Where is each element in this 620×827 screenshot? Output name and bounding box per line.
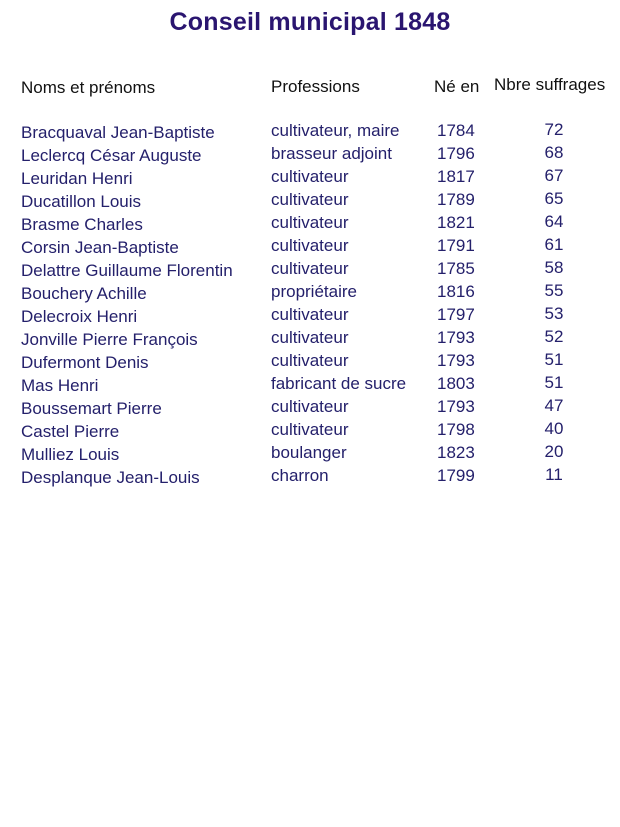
cell-votes: 72 bbox=[544, 120, 564, 139]
table-body bbox=[0, 121, 620, 489]
cell-profession: cultivateur bbox=[271, 397, 349, 416]
cell-profession: cultivateur bbox=[271, 259, 349, 278]
cell-profession: cultivateur, maire bbox=[271, 121, 400, 140]
cell-name: Brasme Charles bbox=[21, 215, 143, 234]
cell-born: 1791 bbox=[437, 236, 475, 255]
cell-born: 1789 bbox=[437, 190, 475, 209]
cell-profession: cultivateur bbox=[271, 351, 349, 370]
column-header-name: Noms et prénoms bbox=[21, 78, 156, 97]
cell-votes: 51 bbox=[544, 350, 564, 369]
table-row bbox=[0, 259, 620, 282]
cell-born: 1793 bbox=[437, 328, 475, 347]
cell-votes: 64 bbox=[544, 212, 564, 231]
cell-born: 1803 bbox=[437, 374, 475, 393]
table-row bbox=[0, 121, 620, 144]
cell-born: 1816 bbox=[437, 282, 475, 301]
cell-votes: 53 bbox=[544, 304, 564, 323]
cell-name: Jonville Pierre François bbox=[21, 330, 198, 349]
cell-profession: cultivateur bbox=[271, 305, 349, 324]
cell-votes: 52 bbox=[544, 327, 564, 346]
cell-born: 1817 bbox=[437, 167, 475, 186]
cell-profession: fabricant de sucre bbox=[271, 374, 407, 393]
cell-name: Leclercq César Auguste bbox=[21, 146, 202, 165]
cell-votes: 58 bbox=[544, 258, 564, 277]
table-row bbox=[0, 351, 620, 374]
table-row bbox=[0, 144, 620, 167]
cell-votes: 11 bbox=[545, 465, 563, 484]
cell-name: Delecroix Henri bbox=[21, 307, 138, 326]
cell-profession: cultivateur bbox=[271, 167, 349, 186]
cell-profession: cultivateur bbox=[271, 190, 349, 209]
cell-born: 1821 bbox=[437, 213, 475, 232]
cell-profession: cultivateur bbox=[271, 236, 349, 255]
cell-born: 1796 bbox=[437, 144, 475, 163]
table-row bbox=[0, 328, 620, 351]
cell-born: 1793 bbox=[437, 351, 475, 370]
cell-born: 1799 bbox=[437, 466, 475, 485]
column-header-profession: Professions bbox=[271, 77, 360, 96]
cell-profession: brasseur adjoint bbox=[271, 144, 392, 163]
table-row bbox=[0, 190, 620, 213]
page-title: Conseil municipal 1848 bbox=[169, 8, 451, 36]
cell-born: 1785 bbox=[437, 259, 475, 278]
table-row bbox=[0, 443, 620, 466]
cell-name: Leuridan Henri bbox=[21, 169, 133, 188]
cell-name: Ducatillon Louis bbox=[21, 192, 142, 211]
cell-name: Dufermont Denis bbox=[21, 353, 149, 372]
cell-name: Bouchery Achille bbox=[21, 284, 147, 303]
cell-name: Castel Pierre bbox=[21, 422, 120, 441]
cell-votes: 67 bbox=[544, 166, 564, 185]
cell-votes: 65 bbox=[544, 189, 564, 208]
cell-profession: cultivateur bbox=[271, 213, 349, 232]
cell-profession: boulanger bbox=[271, 443, 347, 462]
table-row bbox=[0, 282, 620, 305]
cell-name: Bracquaval Jean-Baptiste bbox=[21, 123, 215, 142]
cell-name: Mas Henri bbox=[21, 376, 99, 395]
cell-born: 1793 bbox=[437, 397, 475, 416]
cell-name: Desplanque Jean-Louis bbox=[21, 468, 200, 487]
cell-profession: propriétaire bbox=[271, 282, 357, 301]
table-row bbox=[0, 466, 620, 489]
cell-born: 1784 bbox=[437, 121, 475, 140]
table-row bbox=[0, 236, 620, 259]
cell-votes: 68 bbox=[544, 143, 564, 162]
table-row bbox=[0, 167, 620, 190]
column-header-born: Né en bbox=[434, 77, 480, 96]
column-header-votes: Nbre suffrages bbox=[494, 75, 606, 94]
table-row bbox=[0, 420, 620, 443]
cell-votes: 40 bbox=[544, 419, 564, 438]
cell-votes: 55 bbox=[544, 281, 564, 300]
table-row bbox=[0, 305, 620, 328]
cell-name: Mulliez Louis bbox=[21, 445, 120, 464]
cell-votes: 51 bbox=[544, 373, 564, 392]
cell-born: 1798 bbox=[437, 420, 475, 439]
cell-votes: 61 bbox=[544, 235, 564, 254]
cell-name: Boussemart Pierre bbox=[21, 399, 162, 418]
cell-born: 1797 bbox=[437, 305, 475, 324]
cell-born: 1823 bbox=[437, 443, 475, 462]
cell-profession: charron bbox=[271, 466, 329, 485]
table-row bbox=[0, 397, 620, 420]
cell-votes: 20 bbox=[544, 442, 564, 461]
cell-profession: cultivateur bbox=[271, 328, 349, 347]
table-header bbox=[0, 75, 620, 99]
cell-votes: 47 bbox=[544, 396, 564, 415]
cell-name: Corsin Jean-Baptiste bbox=[21, 238, 179, 257]
table-row bbox=[0, 213, 620, 236]
cell-name: Delattre Guillaume Florentin bbox=[21, 261, 233, 280]
cell-profession: cultivateur bbox=[271, 420, 349, 439]
table-row bbox=[0, 374, 620, 397]
